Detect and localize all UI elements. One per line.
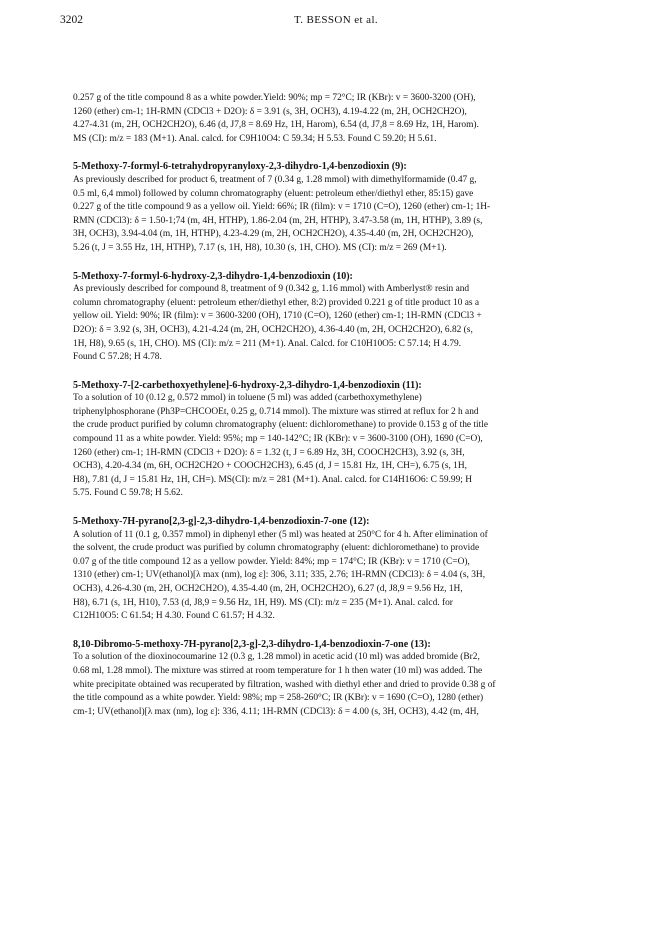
text-line: 0.257 g of the title compound 8 as a white powder.Yield: 90%; mp = 72°C; IR (KBr): v = 3600-3200 (OH), [73,93,476,103]
text-line: H8), 7.81 (d, J = 15.81 Hz, 1H, CH=). MS(CI): m/z = 281 (M+1). Anal. calcd. for C14H16O6: C 59.99; H [73,474,472,485]
text-line: compound 11 as a white powder. Yield: 95%; mp = 140-142°C; IR (KBr): v = 3600-3100 (OH), 1690 (C=O), [73,434,483,445]
section-compound-13 [73,638,627,720]
text-line: 4.27-4.31 (m, 2H, OCH2CH2O), 6.46 (d, J7,8 = 8.69 Hz, 1H, Harom), 6.54 (d, J7,8 = 8.69 Hz, 1H, Harom). [73,120,479,131]
text-line: C12H10O5: C 61.54; H 4.30. Found C 61.57; H 4.32. [73,611,275,622]
text-line: 1260 (ether) cm-1; 1H-RMN (CDCl3 + D2O): δ = 3.91 (s, 3H, OCH3), 4.19-4.22 (m, 2H, OCH2CH2O), [73,106,467,117]
text-line: 0.227 g of the title compound 9 as a yellow oil. Yield: 66%; IR (film): v = 1710 (C=O), 1260 (ether) cm-1; 1H- [73,202,491,213]
text-line: OCH3), 4.26-4.30 (m, 2H, OCH2CH2O), 4.35-4.40 (m, 2H, OCH2CH2O), 6.27 (d, J8,9 = 9.56 Hz, 1H, [73,584,463,594]
section-heading: 5-Methoxy-7-formyl-6-hydroxy-2,3-dihydro-1,4-benzodioxin (10): [73,270,353,282]
section-heading: 5-Methoxy-7-formyl-6-tetrahydropyranyloxy-2,3-dihydro-1,4-benzodioxin (9): [73,161,407,173]
text-line: To a solution of 10 (0.12 g, 0.572 mmol) in toluene (5 ml) was added (carbethoxymethylene) [73,393,422,404]
text-line: the crude product purified by column chromatography (eluent: dichloromethane) to provide 0.153 g of the title [73,420,488,431]
text-line: 1310 (ether) cm-1; UV(ethanol)[λ max (nm), log ε]: 306, 3.11; 335, 2.76; 1H-RMN (CDCl3): δ = 4.04 (s, 3H, [73,570,486,581]
section-compound-12 [73,515,627,624]
text-line: cm-1; UV(ethanol)[λ max (nm), log ε]: 336, 4.11; 1H-RMN (CDCl3): δ = 4.00 (s, 3H, OCH3), 4.42 (m, 4H, [73,706,479,717]
text-line: column chromatography (eluent: petroleum ether/diethyl ether, 8:2) provided 0.221 g of title product 10 as a [73,297,480,308]
text-line: triphenylphosphorane (Ph3P=CHCOOEt, 0.25 g, 0.714 mmol). The mixture was stirred at reflux for 2 h and [73,406,479,417]
text-line: To a solution of the dioxinocoumarine 12 (0.3 g, 1.28 mmol) in acetic acid (10 ml) was added bromide (Br2, [73,652,480,663]
section-compound-9 [73,160,627,255]
text-line: A solution of 11 (0.1 g, 0.357 mmol) in diphenyl ether (5 ml) was heated at 250°C for 4 h. After elimination of [73,529,488,540]
text-line: 1260 (ether) cm-1; 1H-RMN (CDCl3 + D2O): δ = 1.32 (t, J = 6.89 Hz, 3H, COOCH2CH3), 3.92 (s, 3H, [73,447,465,458]
text-line: RMN (CDCl3): δ = 1.50-1;74 (m, 4H, HTHP), 1.86-2.04 (m, 2H, HTHP), 3.47-3.58 (m, 1H, HTHP), 3.89 (s, [73,215,483,226]
text-line: 3H, OCH3), 3.94-4.04 (m, 1H, HTHP), 4.23-4.29 (m, 2H, OCH2CH2O), 4.35-4.40 (m, 2H, OCH2CH2O), [73,229,474,240]
text-line: As previously described for product 6, treatment of 7 (0.34 g, 1.28 mmol) with dimethylformamide (0.47 g, [73,174,477,185]
paragraph-compound-8-tail [73,92,627,146]
text-line: 0.5 ml, 6,4 mmol) followed by column chromatography (eluent: petroleum ether/diethyl ether, 85:15) gave [73,188,474,199]
article-body [73,92,627,719]
section-heading: 5-Methoxy-7-[2-carbethoxyethylene]-6-hydroxy-2,3-dihydro-1,4-benzodioxin (11): [73,379,422,391]
page-header [60,10,612,30]
text-line: As previously described for compound 8, treatment of 9 (0.342 g, 1.16 mmol) with Amberlyst® resin and [73,284,470,295]
text-line: MS (CI): m/z = 183 (M+1). Anal. calcd. for C9H10O4: C 59.34; H 5.53. Found C 59.20; H 5.61. [73,133,437,144]
text-line: white precipitate obtained was recuperated by filtration, washed with diethyl ether and dried to provide 0.38 g of [73,679,496,690]
section-heading: 5-Methoxy-7H-pyrano[2,3-g]-2,3-dihydro-1,4-benzodioxin-7-one (12): [73,516,370,528]
text-line: yellow oil. Yield: 90%; IR (film): v = 3600-3200 (OH), 1710 (C=O), 1260 (ether) cm-1; 1H-RMN (CDCl3 + [73,311,482,322]
section-compound-10 [73,270,627,365]
section-heading: 8,10-Dibromo-5-methoxy-7H-pyrano[2,3-g]-2,3-dihydro-1,4-benzodioxin-7-one (13): [73,638,431,650]
text-line: 5.75. Found C 59.78; H 5.62. [73,488,183,499]
text-line: OCH3), 4.20-4.34 (m, 6H, OCH2CH2O + COOCH2CH3), 6.45 (d, J = 15.81 Hz, 1H, CH=), 6.75 (s, 1H, [73,461,467,472]
text-line: 5.26 (t, J = 3.55 Hz, 1H, HTHP), 7.17 (s, 1H, H8), 10.30 (s, 1H, CHO). MS (CI): m/z = 269 (M+1). [73,242,447,253]
text-line: 0.68 ml, 1.28 mmol). The mixture was stirred at room temperature for 1 h then water (10 ml) was added. The [73,665,483,676]
text-line: the solvent, the crude product was purified by column chromatography (eluent: dichloromethane) to provide [73,543,480,554]
text-line: the title compound as a white powder. Yield: 98%; mp = 258-260°C; IR (KBr): v = 1690 (C=O), 1280 (ether) [73,693,484,704]
text-line: Found C 57.28; H 4.78. [73,352,162,363]
text-line: H8), 6.71 (s, 1H, H10), 7.53 (d, J8,9 = 9.56 Hz, 1H, H9). MS (CI): m/z = 235 (M+1). Anal. calcd. for [73,597,453,608]
text-line: 0.07 g of the title compound 12 as a yellow powder. Yield: 84%; mp = 174°C; IR (KBr): v = 1710 (C=O), [73,556,470,567]
section-compound-11 [73,379,627,501]
page-number: 3202 [60,14,83,26]
text-line: 1H, H8), 9.65 (s, 1H, CHO). MS (CI): m/z = 211 (M+1). Anal. Calcd. for C10H10O5: C 57.14; H 4.79. [73,338,462,349]
running-head: T. BESSON et al. [293,14,379,26]
text-line: D2O): δ = 3.92 (s, 3H, OCH3), 4.21-4.24 (m, 2H, OCH2CH2O), 4.36-4.40 (m, 2H, OCH2CH2O), 6.82 (s, [73,324,473,335]
